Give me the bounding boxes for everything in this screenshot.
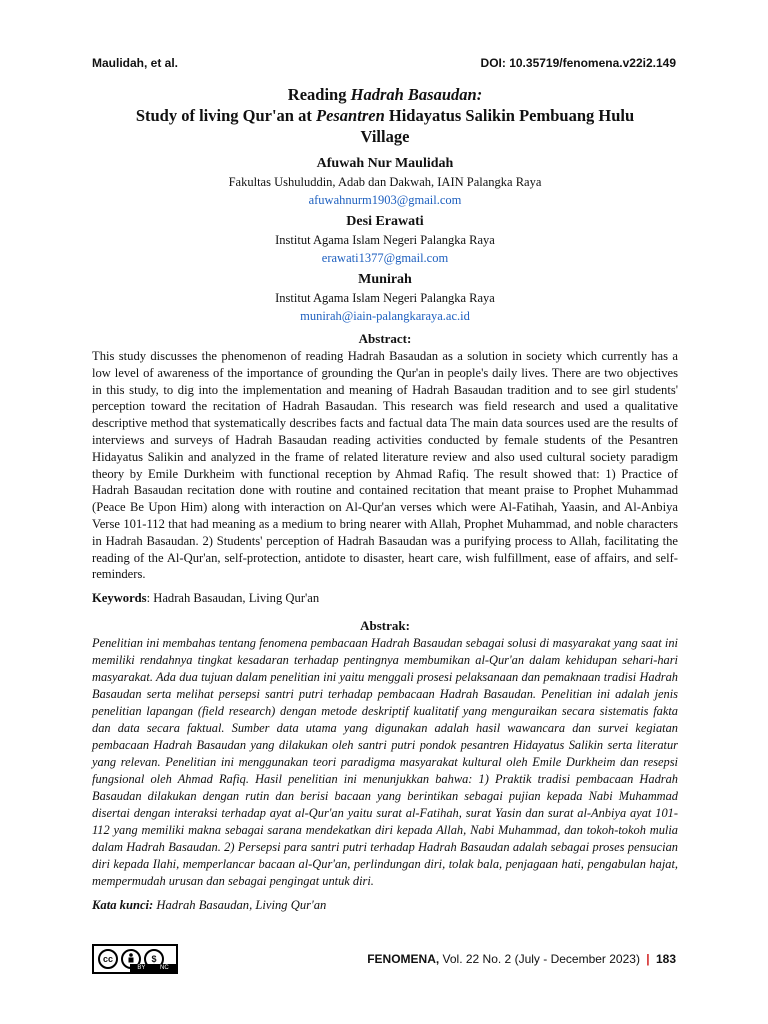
abstrak-text: Penelitian ini membahas tentang fenomena pembacaan Hadrah Basaudan sebagai solusi di masyarakat yang saat ini memiliki rendahnya tingkat kesadaran terhadap pentingnya membumikan al-Qur'an dalam kehidupan sehari-hari masyarakat. Ada dua tujuan dalam penelitian ini yaitu menggali prosesi pelaksanaan dan pemaknaan tradisi Hadrah Basaudan serta melihat persepsi santri putri terhadap pembacaan Hadrah Basaudan. Penelitian ini adalah jenis penelitian lapangan (field research) dengan metode deskriptif kualitatif yang menguraikan secara sistematis fakta dan data secara faktual. Sumber data utama yang digunakan adalah hasil wawancara dan survei kegiatan pembacaan Hadrah Basaudan yang dilakukan oleh santri putri pondok pesantren Hidayatus Salikin serta literatur yang relevan. Penelitian ini menggunakan teori paradigma masyarakat kultural oleh Emile Durkheim dan resepsi fungsional oleh Ahmad Rafiq. Hasil penelitian ini menunjukkan bahwa: 1) Praktik tradisi pembacaan Hadrah Basaudan dilakukan dengan rutin dan berisi bacaan yang berintikan sebagai pujian kepada Nabi Muhammad disertai dengan interaksi terhadap ayat al-Qur'an yaitu surat al-Fatihah, surat Yasin dan surat al-Anbiya ayat 101-112 yang memiliki makna sebagai sarana mendekatkan diri kepada Allah, Nabi Muhammad, dan tokoh-tokoh mulia dalam Hadrah Basaudan. 2) Persepsi para santri putri terhadap Hadrah Basaudan adalah sebagai proses pensucian diri kepada Ilahi, memperlancar bacaan al-Qur'an, perlindungan diri, tolak bala, penjagaan hati, pengabulan hajat, mempermudah urusan dan sebagai pengingat untuk diri. [92,636,678,889]
journal-name: FENOMENA, [367,952,440,966]
license-strip [130,964,176,972]
cc-icon: cc [98,949,118,969]
title-line1-text: Reading [287,85,351,104]
title-line3: Village [360,127,410,146]
author-email[interactable]: erawati1377@gmail.com [321,251,449,265]
license-nc-text: NC [160,965,169,971]
author-email[interactable]: munirah@iain-palangkaraya.ac.id [300,309,470,323]
footer-separator: | [646,952,650,966]
author-name: Desi Erawati [346,214,424,229]
license-by-text: BY [137,965,146,971]
page-footer [92,944,676,976]
author-affiliation: Institut Agama Islam Negeri Palangka Raya [275,233,495,247]
title-line2-italic: Pesantren [315,106,385,125]
kata-kunci-value: Hadrah Basaudan, Living Qur'an [153,898,327,913]
page-number: 183 [652,952,676,966]
article-front-matter [92,84,678,914]
title-line1-italic: Hadrah Basaudan: [350,85,483,104]
abstract-text: This study discusses the phenomenon of reading Hadrah Basaudan as a solution in society which currently has a low level of awareness of the importance of grounding the Qur'an in people's daily lives. There are two objectives in this study, to dig into the implementation and meaning of Hadrah Basaudan tradition and to see girl students' perception toward the recitation of Hadrah Basaudan. This research was field research and used a qualitative descriptive method that systematically describes facts and factual data The main data sources used are the results of interviews and surveys of Hadrah Basaudan reading activities conducted by female students of the Pesantren Hidayatus Salikin and analyzed in the frame of related literature review and also used cultural society paradigm theory by Emile Durkheim with functional reception by Ahmad Rafiq. The result showed that: 1) Practice of Hadrah Basaudan recitation done with routine and contained recitation that meant praise to Prophet Muhammad (Peace Be Upon Him) along with interaction on Al-Qur'an verses which were Al-Fatihah, Yaasin, and Al-Anbiya Verse 101-112 that had meaning as a medium to bring nearer with Allah, Prophet Muhammad, and noble characters in Hadrah Basaudan. 2) Students' perception of Hadrah Basaudan was a purifying process to Allah, facilitating the reading of the Al-Qur'an, self-protection, antidote to disaster, heart care, wish fulfillment, ease of affairs, and self-reminders. [92,349,678,582]
abstract-heading: Abstract: [358,331,412,346]
author-affiliation: Fakultas Ushuluddin, Adab dan Dakwah, IAIN Palangka Raya [228,175,542,189]
running-head [92,56,676,70]
kata-kunci-line [92,896,678,914]
keywords-label: Keywords [92,591,147,606]
noncommercial-icon: $ [144,949,164,969]
keywords-value: : Hadrah Basaudan, Living Qur'an [146,591,320,606]
author-affiliation: Institut Agama Islam Negeri Palangka Raya [275,291,495,305]
journal-citation [367,952,676,966]
title-line2-end: Hidayatus Salikin Pembuang Hulu [384,106,635,125]
author-block [92,155,678,209]
running-head-doi: DOI: 10.35719/fenomena.v22i2.149 [480,56,676,70]
keywords-line [92,589,678,607]
author-email[interactable]: afuwahnurm1903@gmail.com [308,193,462,207]
author-block [92,213,678,267]
journal-volume: Vol. 22 No. 2 (July - December 2023) [439,952,644,966]
author-name: Munirah [358,272,412,287]
abstrak-heading: Abstrak: [360,618,410,634]
title-line2-text: Study of living Qur'an at [135,106,316,125]
author-name: Afuwah Nur Maulidah [316,156,454,171]
kata-kunci-label: Kata kunci: [92,898,154,913]
cc-by-nc-icon[interactable] [92,944,178,974]
author-block [92,271,678,325]
running-head-authors: Maulidah, et al. [92,56,179,70]
article-title [92,84,678,147]
